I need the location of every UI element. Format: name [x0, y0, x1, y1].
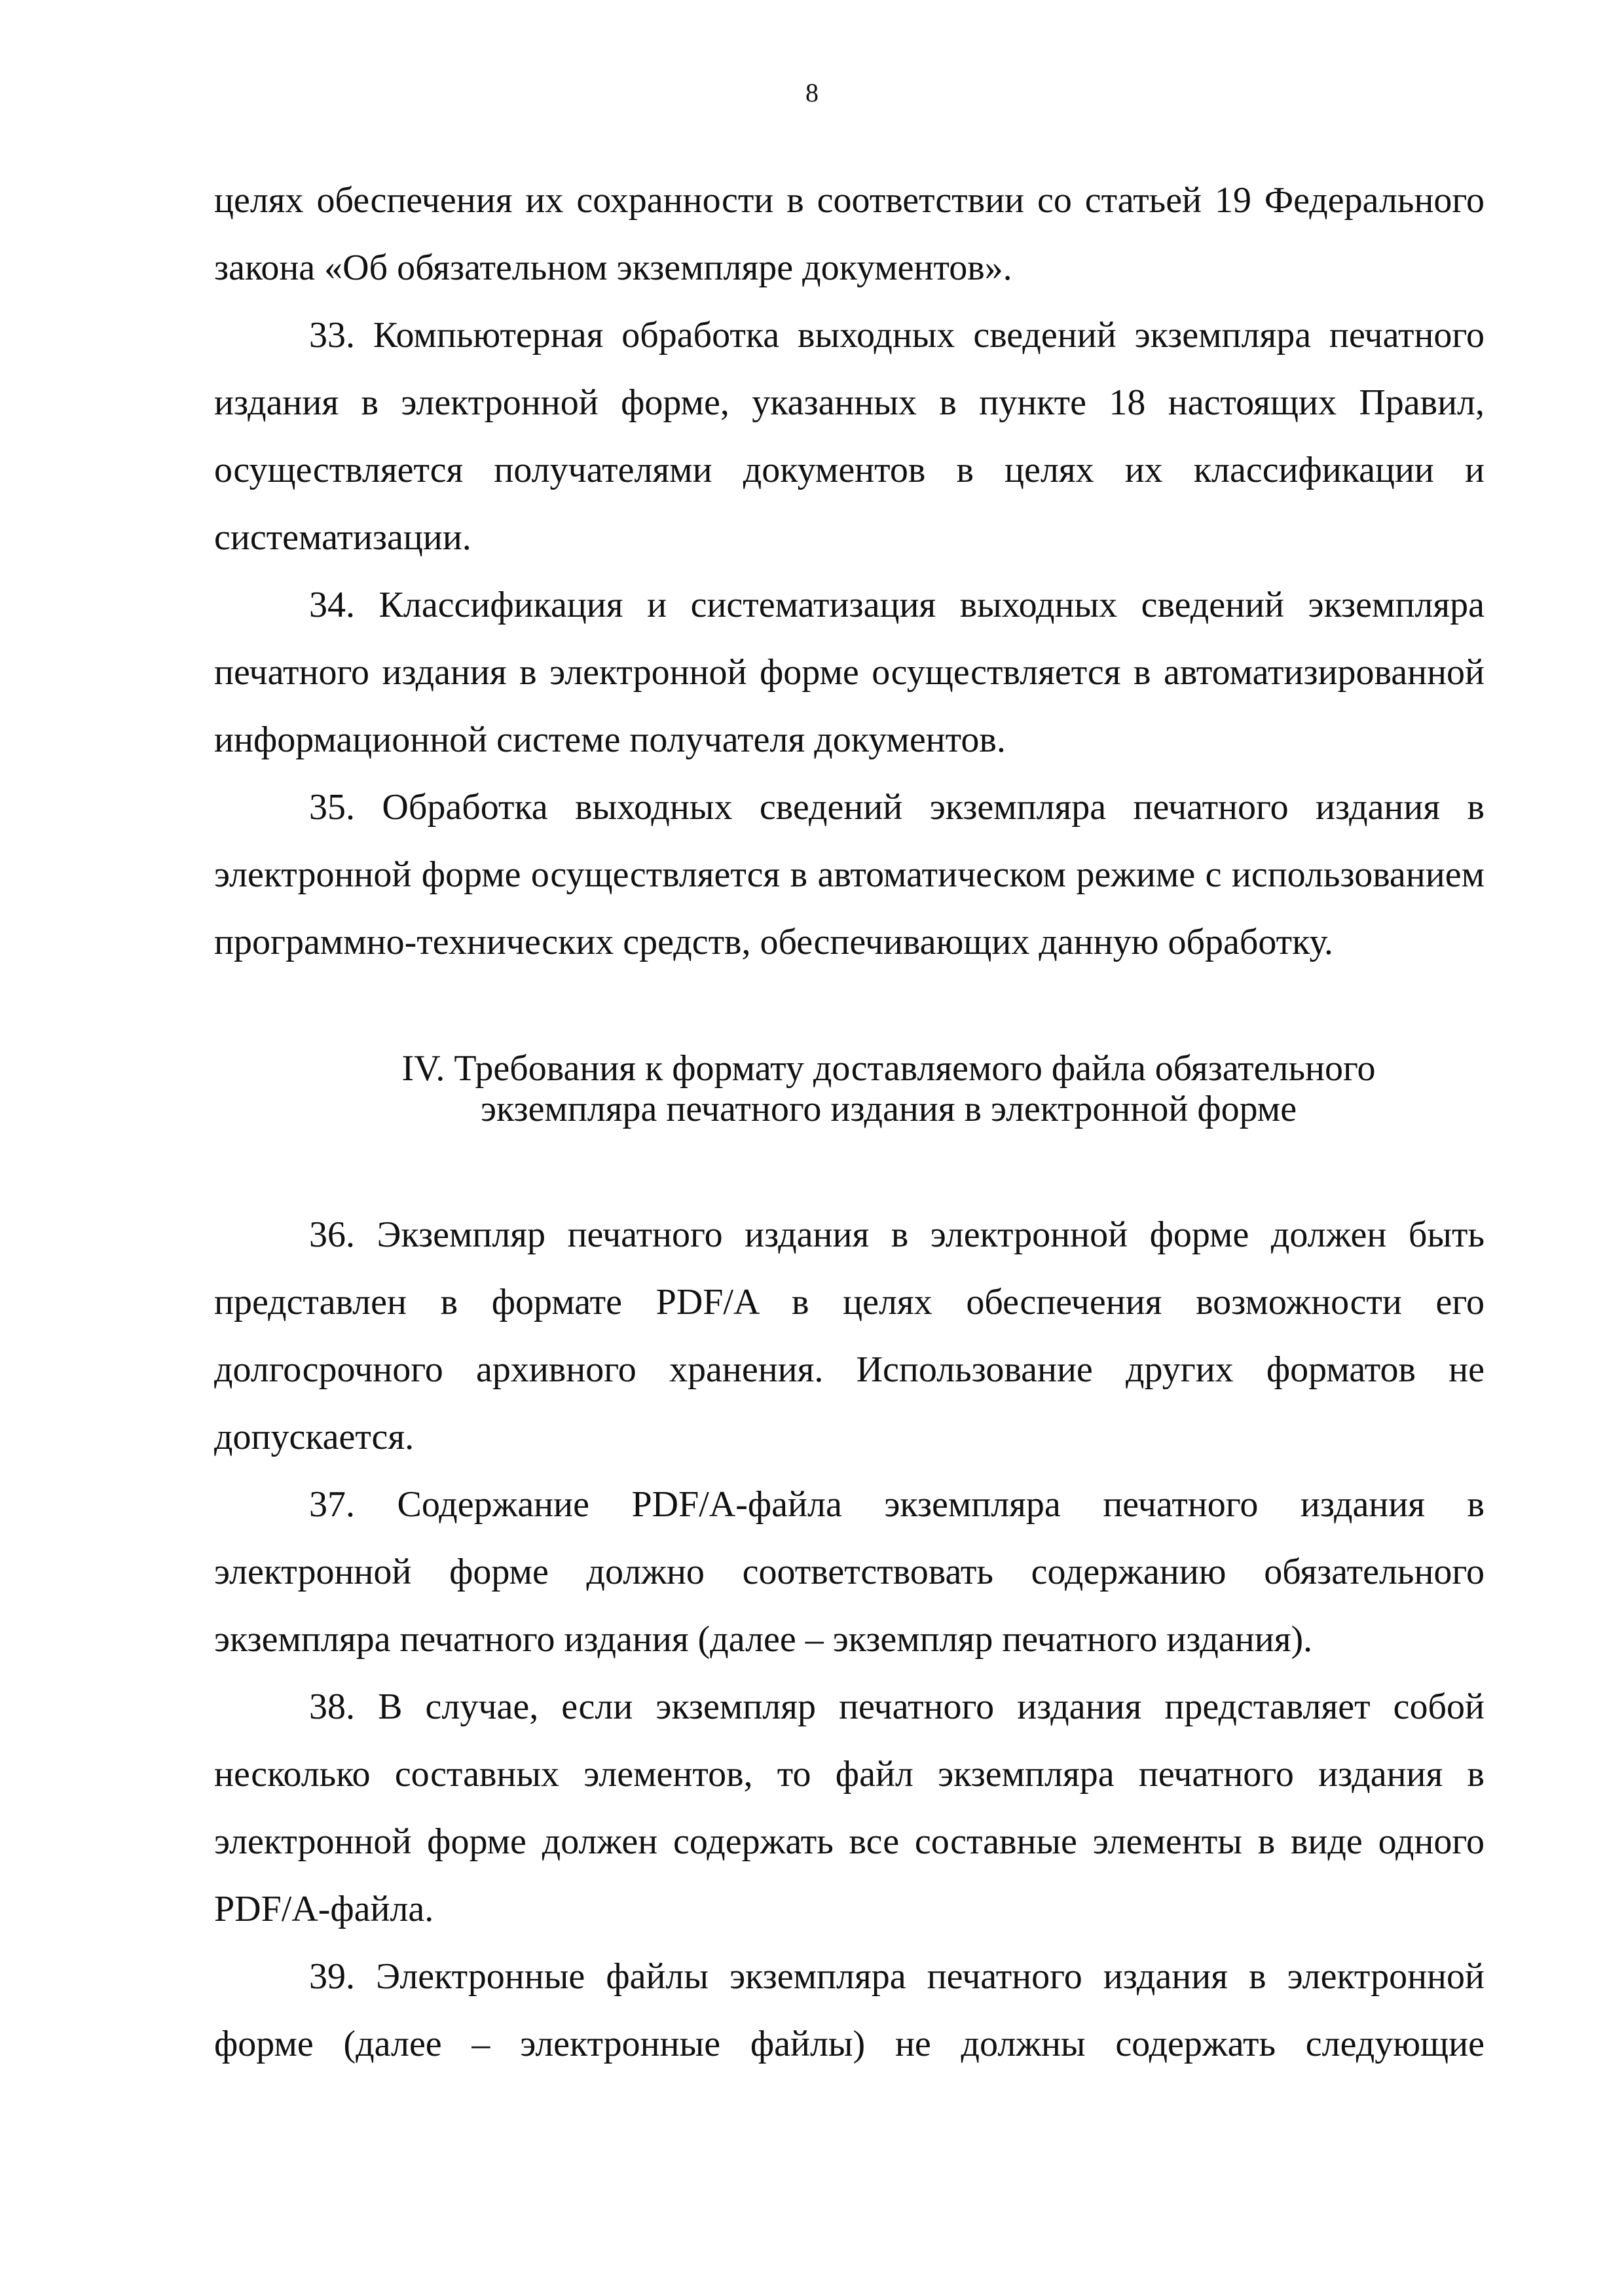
paragraph-39: 39. Электронные файлы экземпляра печатного издания в электронной форме (далее – электронные файлы) не должны содержать следующие	[214, 1956, 1485, 2064]
paragraph-34: 34. Классификация и систематизация выходных сведений экземпляра печатного издания в электронной форме осуществляется в автоматизированной информационной системе получателя документов.	[214, 585, 1485, 760]
page-number: 8	[805, 78, 819, 107]
paragraph-35: 35. Обработка выходных сведений экземпляра печатного издания в электронной форме осуществляется в автоматическом режиме с использованием программно-технических средств, обеспечивающих данную обработку.	[214, 787, 1485, 962]
section-heading-line-1: IV. Требования к формату доставляемого файла обязательного	[401, 1048, 1376, 1089]
paragraph-36: 36. Экземпляр печатного издания в электронной форме должен быть представлен в формате PDF/A в целях обеспечения возможности его долгосрочного архивного хранения. Использование других форматов не допускается.	[214, 1214, 1485, 1457]
document-body	[214, 167, 1485, 2078]
section-heading	[214, 1048, 1485, 1129]
paragraph-continuation: целях обеспечения их сохранности в соответствии со статьей 19 Федерального закона «Об обязательном экземпляре документов».	[214, 180, 1485, 288]
section-heading-line-2: экземпляра печатного издания в электронной форме	[480, 1089, 1297, 1129]
paragraph-33: 33. Компьютерная обработка выходных сведений экземпляра печатного издания в электронной форме, указанных в пункте 18 настоящих Правил, осуществляется получателями документов в целях их классификации и систематизации.	[214, 315, 1485, 558]
paragraph-37: 37. Содержание PDF/A-файла экземпляра печатного издания в электронной форме должно соответствовать содержанию обязательного экземпляра печатного издания (далее – экземпляр печатного издания).	[214, 1484, 1485, 1660]
paragraph-38: 38. В случае, если экземпляр печатного издания представляет собой несколько составных элементов, то файл экземпляра печатного издания в электронной форме должен содержать все составные элементы в виде одного PDF/A-файла.	[214, 1686, 1485, 1929]
